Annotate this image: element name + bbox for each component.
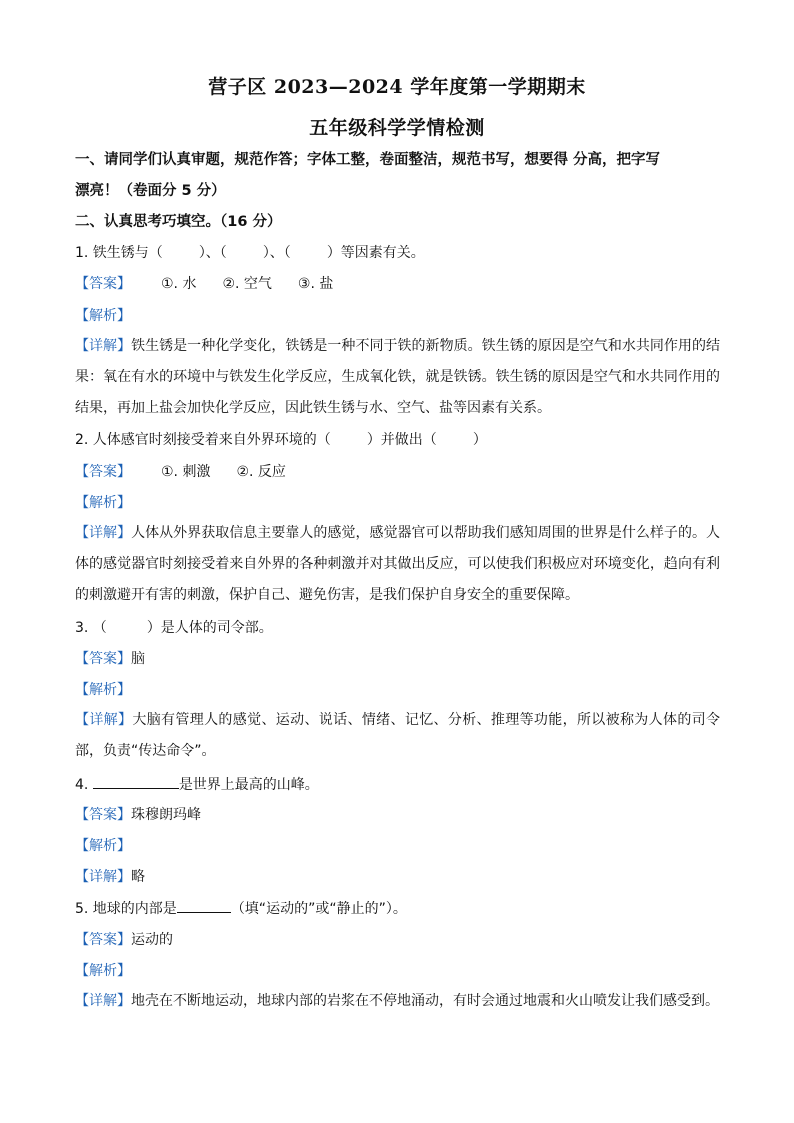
analysis-5	[75, 961, 131, 981]
answer-tag: 【答案】	[75, 807, 131, 823]
detail-5-text: 地壳在不断地运动，地球内部的岩浆在不停地涌动，有时会通过地震和火山喷发让我们感受到。	[131, 993, 719, 1009]
detail-5	[75, 986, 720, 1017]
answer-tag: 【答案】	[75, 276, 131, 292]
detail-tag: 【详解】	[75, 338, 132, 354]
detail-3-text: 大脑有管理人的感觉、运动、说话、情绪、记忆、分析、推理等功能，所以被称为人体的司令部，负责“传达命令”。	[75, 712, 721, 759]
answer-4	[75, 805, 201, 825]
question-1-text-d: ）等因素有关。	[326, 245, 425, 261]
analysis-tag: 【解析】	[75, 963, 131, 979]
question-4-text-b: 是世界上最高的山峰。	[178, 777, 319, 793]
answer-3-text: 脑	[131, 651, 145, 667]
analysis-2	[75, 493, 131, 513]
analysis-4	[75, 836, 131, 856]
question-2-text-b: ）并做出（	[366, 432, 437, 448]
detail-2	[75, 518, 720, 611]
answer-1	[75, 274, 333, 294]
analysis-tag: 【解析】	[75, 495, 131, 511]
detail-tag: 【详解】	[75, 869, 131, 885]
exam-title: 营子区 2023—2024 学年度第一学期期末	[208, 76, 586, 98]
question-5	[75, 898, 407, 919]
detail-3	[75, 705, 720, 767]
question-1	[75, 243, 425, 263]
section-1-line-1: 一、请同学们认真审题，规范作答；字体工整，卷面整洁，规范书写，想要得 分高，把字写	[75, 152, 661, 168]
question-4-text-a: 4.	[75, 777, 93, 793]
detail-tag: 【详解】	[75, 712, 133, 728]
question-1-text-a: 1. 铁生锈与（	[75, 245, 163, 261]
question-2	[75, 430, 487, 450]
answer-tag: 【答案】	[75, 651, 131, 667]
answer-5	[75, 930, 173, 950]
question-2-text-c: ）	[472, 432, 487, 448]
fill-blank-5	[177, 898, 231, 913]
question-1-text-c: ）、（	[262, 245, 291, 261]
detail-1-text: 铁生锈是一种化学变化，铁锈是一种不同于铁的新物质。铁生锈的原因是空气和水共同作用的结果：氧在有水的环境中与铁发生化学反应，生成氧化铁，就是铁锈。铁生锈的原因是空气和水共同作用的结果，再加上盐会加快化学反应，因此铁生锈与水、空气、盐等因素有关系。	[75, 338, 721, 416]
detail-1	[75, 331, 720, 424]
analysis-tag: 【解析】	[75, 682, 131, 698]
answer-tag: 【答案】	[75, 932, 131, 948]
question-2-text-a: 2. 人体感官时刻接受着来自外界环境的（	[75, 432, 331, 448]
section-1-line-2: 漂亮！（卷面分 5 分）	[75, 183, 226, 199]
answer-1-item-2: ②. 空气	[222, 276, 272, 292]
question-5-text-b: （填“运动的”或“静止的”）。	[230, 901, 407, 917]
answer-1-item-1: ①. 水	[161, 276, 197, 292]
exam-subtitle: 五年级科学学情检测	[309, 117, 485, 139]
analysis-1	[75, 306, 131, 326]
detail-tag: 【详解】	[75, 525, 132, 541]
analysis-3	[75, 680, 131, 700]
answer-tag: 【答案】	[75, 464, 131, 480]
fill-blank-4	[93, 774, 179, 789]
question-3-text-b: ）是人体的司令部。	[146, 620, 273, 636]
question-3-text-a: 3. （	[75, 620, 107, 636]
answer-2-item-1: ①. 刺激	[161, 464, 211, 480]
question-5-text-a: 5. 地球的内部是	[75, 901, 177, 917]
analysis-tag: 【解析】	[75, 308, 131, 324]
detail-2-text: 人体从外界获取信息主要靠人的感觉，感觉器官可以帮助我们感知周围的世界是什么样子的。人体的感觉器官时刻接受着来自外界的各种刺激并对其做出反应，可以使我们积极应对环境变化，趋向有利的刺激避开有害的刺激，保护自己、避免伤害，是我们保护自身安全的重要保障。	[75, 525, 721, 603]
detail-4-text: 略	[131, 869, 145, 885]
question-1-text-b: ）、（	[198, 245, 227, 261]
answer-1-item-3: ③. 盐	[297, 276, 334, 292]
question-4	[75, 774, 319, 795]
answer-3	[75, 649, 145, 669]
answer-4-text: 珠穆朗玛峰	[131, 807, 201, 823]
detail-tag: 【详解】	[75, 993, 131, 1009]
answer-5-text: 运动的	[131, 932, 173, 948]
answer-2-item-2: ②. 反应	[236, 464, 286, 480]
question-3	[75, 618, 273, 638]
detail-4	[75, 867, 145, 887]
answer-2	[75, 462, 286, 482]
analysis-tag: 【解析】	[75, 838, 131, 854]
section-2-heading: 二、认真思考巧填空。（16 分）	[75, 214, 282, 230]
